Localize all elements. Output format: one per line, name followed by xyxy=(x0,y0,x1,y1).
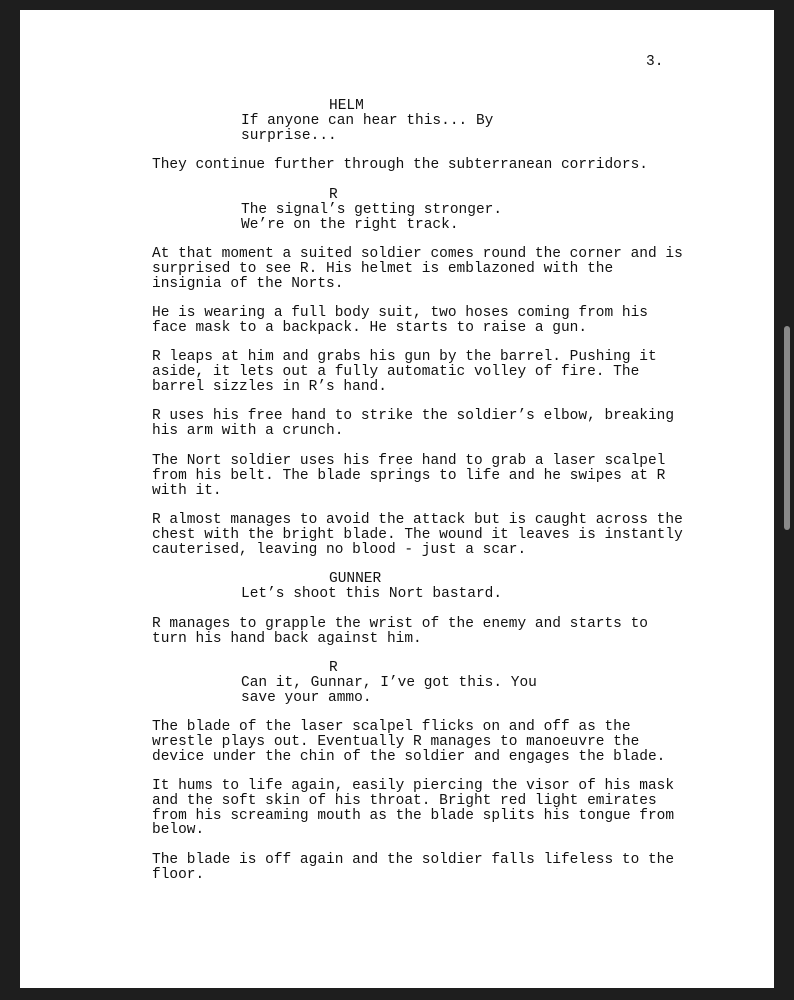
vertical-scrollbar-thumb[interactable] xyxy=(784,326,790,530)
action-line: The Nort soldier uses his free hand to grab a laser scalpel from his belt. The blade springs to life and he swipes at R with it. xyxy=(152,453,666,499)
dialogue-gunner: Let’s shoot this Nort bastard. xyxy=(241,586,503,602)
character-cue-gunner: GUNNER xyxy=(329,571,382,587)
dialogue-helm: If anyone can hear this... By surprise... xyxy=(241,113,494,144)
action-line: R uses his free hand to strike the soldier’s elbow, breaking his arm with a crunch. xyxy=(152,408,675,439)
character-cue-helm: HELM xyxy=(329,98,364,114)
action-line: They continue further through the subterranean corridors. xyxy=(152,157,648,173)
page-number: 3. xyxy=(646,54,664,70)
action-line: R almost manages to avoid the attack but is caught across the chest with the bright blade. The wound it leaves is instantly cauterised, leaving no blood - just a scar. xyxy=(152,512,683,558)
action-line: R manages to grapple the wrist of the enemy and starts to turn his hand back against him. xyxy=(152,616,648,647)
script-page xyxy=(20,10,774,988)
action-line: At that moment a suited soldier comes round the corner and is surprised to see R. His helmet is emblazoned with the insignia of the Norts. xyxy=(152,246,683,292)
character-cue-r: R xyxy=(329,660,338,676)
action-line: The blade of the laser scalpel flicks on and off as the wrestle plays out. Eventually R manages to manoeuvre the device under the chin of the soldier and engages the blade. xyxy=(152,719,666,765)
character-cue-r: R xyxy=(329,187,338,203)
action-line: R leaps at him and grabs his gun by the barrel. Pushing it aside, it lets out a fully automatic volley of fire. The barrel sizzles in R’s hand. xyxy=(152,349,657,395)
dialogue-r: Can it, Gunnar, I’ve got this. You save your ammo. xyxy=(241,675,537,706)
action-line: It hums to life again, easily piercing the visor of his mask and the soft skin of his throat. Bright red light emirates from his screaming mouth as the blade splits his tongue from below. xyxy=(152,778,675,839)
action-line: He is wearing a full body suit, two hoses coming from his face mask to a backpack. He starts to raise a gun. xyxy=(152,305,648,336)
action-line: The blade is off again and the soldier falls lifeless to the floor. xyxy=(152,852,675,883)
dialogue-r: The signal’s getting stronger. We’re on the right track. xyxy=(241,202,503,233)
